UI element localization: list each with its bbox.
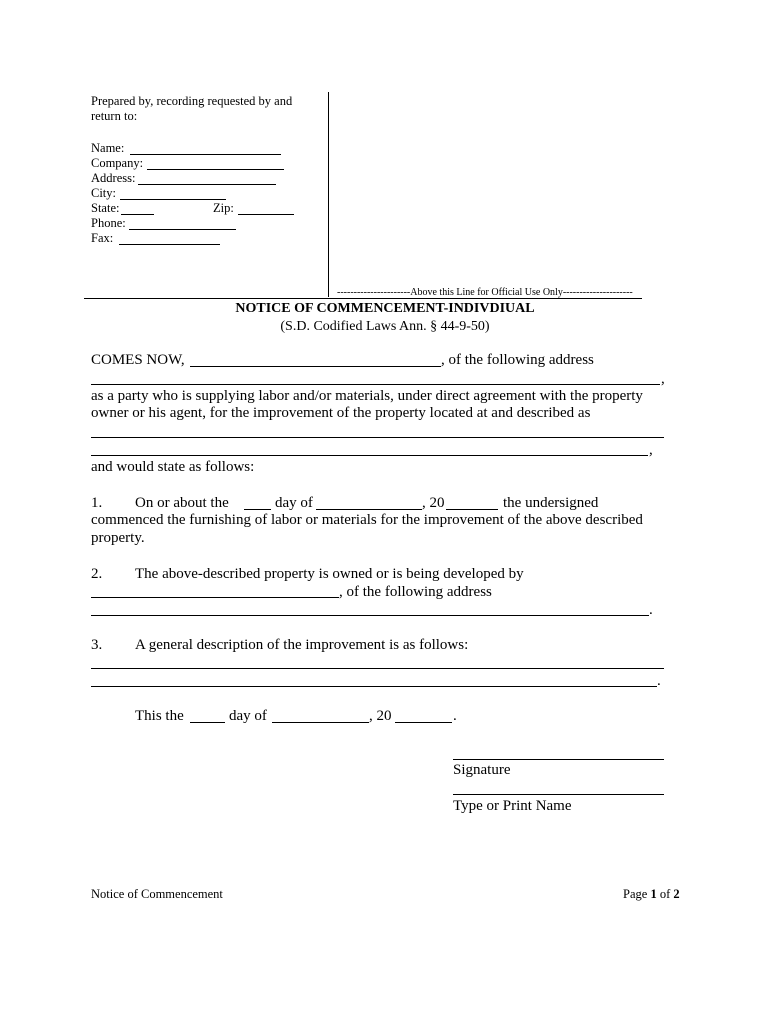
item1-undersigned: the undersigned: [503, 495, 599, 511]
print-name-field[interactable]: [453, 794, 664, 795]
company-field[interactable]: [147, 169, 284, 170]
following-address-text: , of the following address: [441, 352, 594, 368]
item1-comma20: , 20: [422, 495, 445, 511]
company-label: Company:: [91, 156, 144, 170]
item3-line1: A general description of the improvement is as follows:: [135, 637, 469, 653]
item1-day-of: day of: [275, 495, 313, 511]
document-title: NOTICE OF COMMENCEMENT-INDIVDIUAL: [235, 301, 535, 316]
document-subtitle: (S.D. Codified Laws Ann. § 44-9-50): [280, 319, 490, 334]
party-text-line1: as a party who is supplying labor and/or materials, under direct agreement with the property: [91, 388, 643, 404]
official-use-text: ----------------------Above this Line for Official Use Only---------------------: [337, 287, 633, 298]
improvement-description-field-2[interactable]: [91, 686, 657, 687]
address-comma: ,: [661, 371, 665, 387]
property-description-field-1[interactable]: [91, 437, 664, 438]
item2-following-address: , of the following address: [339, 584, 492, 600]
page-word: Page: [623, 887, 648, 901]
item3-number: 3.: [91, 637, 103, 653]
address-field[interactable]: [138, 184, 276, 185]
state-label: State:: [91, 201, 120, 215]
comes-now-label: COMES NOW,: [91, 352, 185, 368]
page-current: 1: [650, 887, 657, 901]
address-label: Address:: [91, 171, 136, 185]
party-text-line2: owner or his agent, for the improvement of the property located at and described as: [91, 405, 591, 421]
city-label: City:: [91, 186, 117, 200]
zip-label: Zip:: [213, 201, 234, 215]
state-field[interactable]: [121, 214, 154, 215]
name-label: Name:: [91, 141, 125, 155]
page-total: 2: [673, 887, 680, 901]
signed-day-field[interactable]: [190, 722, 225, 723]
prepared-by-line2: return to:: [91, 109, 138, 123]
improvement-description-field-1[interactable]: [91, 668, 664, 669]
print-name-label: Type or Print Name: [453, 798, 572, 814]
item1-on-or-about: On or about the: [135, 495, 229, 511]
item2-period: .: [649, 602, 653, 618]
owner-address-field[interactable]: [91, 615, 649, 616]
item1-line2: commenced the furnishing of labor or materials for the improvement of the above described: [91, 512, 643, 528]
date-comma20: , 20: [369, 708, 392, 724]
signature-label: Signature: [453, 762, 511, 778]
item1-day-field[interactable]: [244, 509, 271, 510]
item3-period: .: [657, 673, 661, 689]
prepared-by-line1: Prepared by, recording requested by and: [91, 94, 293, 108]
state-as-follows-text: and would state as follows:: [91, 459, 255, 475]
item2-number: 2.: [91, 566, 103, 582]
zip-field[interactable]: [238, 214, 294, 215]
fax-label: Fax:: [91, 231, 114, 245]
item1-line3: property.: [91, 530, 145, 546]
item2-line1: The above-described property is owned or is being developed by: [135, 566, 524, 582]
owner-name-field[interactable]: [91, 597, 339, 598]
property-description-field-2[interactable]: [91, 455, 648, 456]
signed-year-field[interactable]: [395, 722, 452, 723]
page-number: [623, 887, 680, 902]
date-period: .: [453, 708, 457, 724]
claimant-name-field[interactable]: [190, 366, 441, 367]
signed-month-field[interactable]: [272, 722, 369, 723]
property-comma: ,: [649, 442, 653, 458]
city-field[interactable]: [120, 199, 226, 200]
signature-field[interactable]: [453, 759, 664, 760]
phone-label: Phone:: [91, 216, 126, 230]
item1-number: 1.: [91, 495, 103, 511]
fax-field[interactable]: [119, 244, 220, 245]
name-field[interactable]: [130, 154, 281, 155]
this-the-text: This the: [135, 708, 184, 724]
item1-year-field[interactable]: [446, 509, 498, 510]
claimant-address-field[interactable]: [91, 384, 660, 385]
footer-left: Notice of Commencement: [91, 887, 223, 901]
phone-field[interactable]: [129, 229, 236, 230]
official-use-divider: [328, 92, 329, 297]
official-use-rule: [84, 298, 642, 299]
page-of: of: [659, 887, 671, 901]
date-day-of: day of: [229, 708, 267, 724]
item1-month-field[interactable]: [316, 509, 422, 510]
